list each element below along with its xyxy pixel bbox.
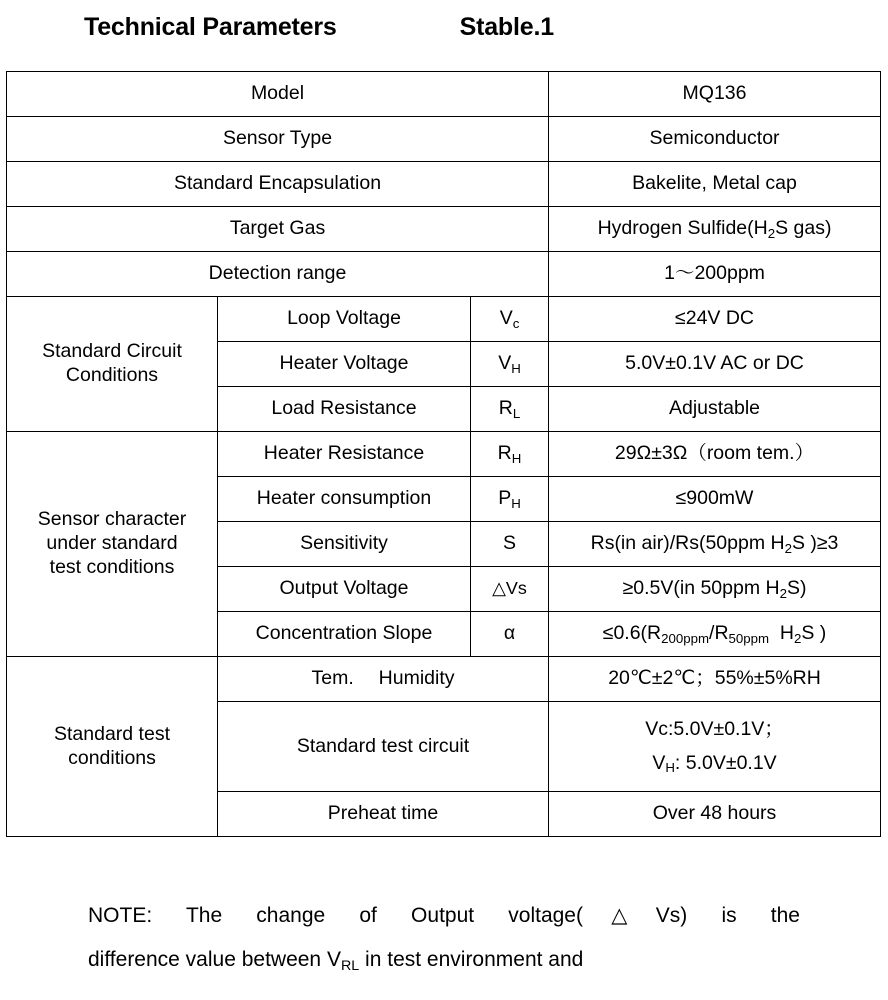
value-text-suffix: S) — [786, 577, 807, 600]
symbol-base: R — [497, 442, 512, 465]
symbol-subscript: c — [512, 315, 520, 331]
subscript-50ppm: 50ppm — [728, 630, 770, 646]
cell-symbol — [471, 567, 549, 612]
note-text-suffix: in test environment and — [359, 948, 584, 971]
cell-symbol — [471, 612, 549, 657]
group-label-line-2: conditions — [68, 746, 156, 769]
cell-symbol — [471, 297, 549, 342]
cell-value — [549, 702, 881, 792]
cell-parameter: Target Gas — [7, 207, 549, 252]
cell-parameter: Loop Voltage — [218, 297, 471, 342]
cell-value: 1～200ppm — [549, 252, 881, 297]
technical-parameters-table — [6, 71, 881, 837]
value-text-suffix: S )≥3 — [791, 532, 839, 555]
cell-parameter: Heater Resistance — [218, 432, 471, 477]
value-text-prefix: ≤0.6(R — [602, 622, 662, 645]
cell-value: Semiconductor — [549, 117, 881, 162]
table-row-target-gas — [7, 207, 881, 252]
value-text-suffix: : 5.0V±0.1V — [674, 751, 777, 774]
symbol-base: V — [498, 352, 512, 375]
subscript-2: 2 — [779, 585, 787, 601]
cell-parameter: Sensitivity — [218, 522, 471, 567]
cell-symbol — [471, 342, 549, 387]
cell-value — [549, 207, 881, 252]
cell-parameter: Heater Voltage — [218, 342, 471, 387]
note-line-2 — [88, 948, 800, 974]
cell-parameter: Model — [7, 72, 549, 117]
cell-parameter: Load Resistance — [218, 387, 471, 432]
cell-parameter: Output Voltage — [218, 567, 471, 612]
table-row-detection-range — [7, 252, 881, 297]
group-label-line-2: Conditions — [65, 364, 159, 386]
symbol-subscript: H — [511, 450, 522, 466]
value-text-suffix: S ) — [801, 622, 827, 645]
group-label-line-3: test conditions — [49, 555, 175, 578]
cell-parameter: Preheat time — [218, 792, 549, 837]
cell-value — [549, 567, 881, 612]
symbol-base: V — [652, 751, 666, 774]
cell-value: 29Ω±3Ω（room tem.） — [549, 432, 881, 477]
symbol-subscript: H — [665, 759, 675, 775]
cell-value — [549, 522, 881, 567]
value-line-1: Vc:5.0V±0.1V； — [645, 717, 784, 740]
group-label-standard-test — [7, 657, 218, 837]
symbol-base: V — [499, 307, 513, 330]
value-text-gas: H — [769, 622, 794, 645]
cell-value — [549, 612, 881, 657]
symbol-subscript: H — [511, 360, 521, 376]
group-label-line-1: Standard Circuit — [42, 340, 182, 363]
table-row-encapsulation — [7, 162, 881, 207]
page-heading — [0, 4, 888, 50]
table-row-model — [7, 72, 881, 117]
cell-parameter: Detection range — [7, 252, 549, 297]
table-label: Stable.1 — [459, 12, 554, 41]
cell-value: ≤24V DC — [549, 297, 881, 342]
cell-symbol — [471, 477, 549, 522]
cell-value: ≤900mW — [549, 477, 881, 522]
subscript-2: 2 — [767, 225, 776, 241]
table-row-temperature-humidity — [7, 657, 881, 702]
cell-parameter: Standard Encapsulation — [7, 162, 549, 207]
group-label-sensor-character — [7, 432, 218, 657]
cell-parameter: Sensor Type — [7, 117, 549, 162]
page-title: Technical Parameters — [84, 12, 337, 41]
note-line-1: NOTE: The change of Output voltage(△Vs) is the — [88, 904, 800, 927]
cell-symbol — [471, 387, 549, 432]
cell-symbol — [471, 432, 549, 477]
cell-value: 20℃±2℃；55%±5%RH — [549, 657, 881, 702]
cell-parameter: Standard test circuit — [218, 702, 549, 792]
note-block — [0, 904, 888, 974]
subscript-2: 2 — [793, 630, 802, 646]
symbol-base: R — [498, 397, 513, 420]
subscript-2: 2 — [784, 540, 792, 556]
symbol-base: α — [503, 622, 516, 645]
group-label-line-1: Sensor character — [37, 508, 187, 531]
table-row-heater-resistance — [7, 432, 881, 477]
note-subscript-rl: RL — [340, 957, 360, 974]
symbol-base: △Vs — [492, 578, 527, 599]
note-text-prefix: difference value between V — [88, 948, 341, 971]
group-label-line-1: Standard test — [54, 722, 170, 745]
table-row-loop-voltage — [7, 297, 881, 342]
cell-parameter: Concentration Slope — [218, 612, 471, 657]
subscript-200ppm: 200ppm — [661, 630, 710, 646]
table-row-sensor-type — [7, 117, 881, 162]
group-label-standard-circuit — [7, 297, 218, 432]
value-text-prefix: Hydrogen Sulfide(H — [597, 217, 768, 240]
cell-value: Adjustable — [549, 387, 881, 432]
symbol-subscript: L — [512, 405, 521, 421]
symbol-base: S — [503, 532, 517, 555]
group-label-line-2: under standard — [46, 532, 178, 555]
cell-value: Bakelite, Metal cap — [549, 162, 881, 207]
value-line-2 — [553, 752, 876, 776]
cell-value: 5.0V±0.1V AC or DC — [549, 342, 881, 387]
cell-value: Over 48 hours — [549, 792, 881, 837]
cell-parameter: Tem. Humidity — [218, 657, 549, 702]
symbol-base: P — [498, 487, 512, 510]
value-text-prefix: ≥0.5V(in 50ppm H — [622, 577, 780, 600]
symbol-subscript: H — [511, 495, 521, 511]
value-text-prefix: Rs(in air)/Rs(50ppm H — [590, 532, 785, 555]
value-text-suffix: S gas) — [775, 217, 832, 240]
cell-value: MQ136 — [549, 72, 881, 117]
value-text-mid: /R — [709, 622, 729, 645]
cell-parameter: Heater consumption — [218, 477, 471, 522]
cell-symbol — [471, 522, 549, 567]
